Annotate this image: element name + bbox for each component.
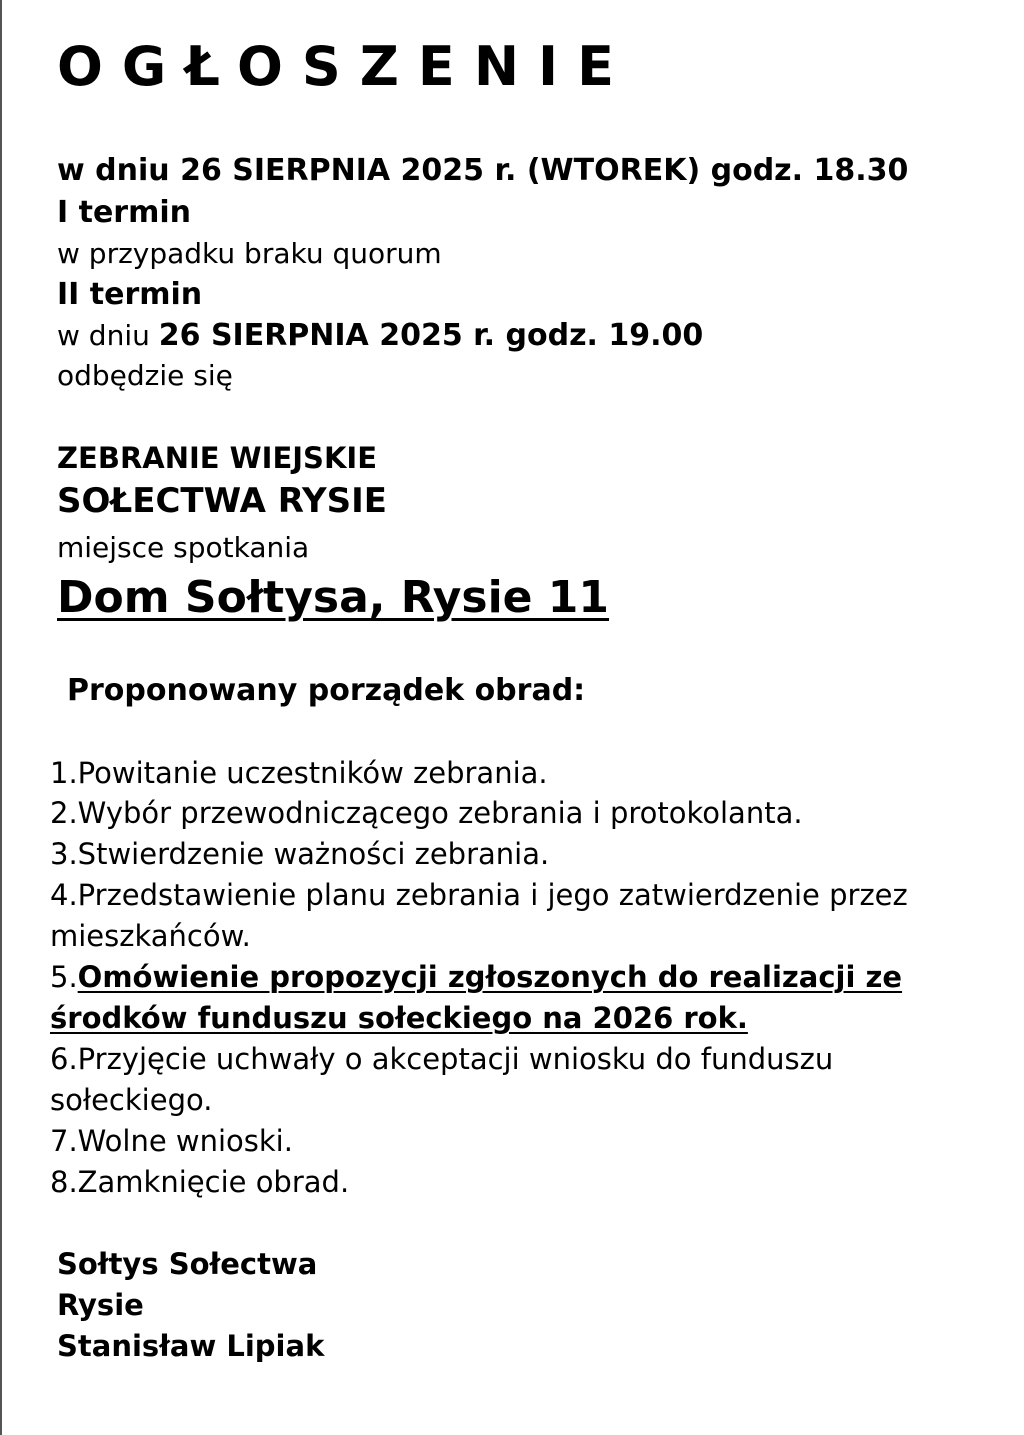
announcement-title: OGŁOSZENIE: [57, 35, 633, 98]
agenda-item-1: 1.Powitanie uczestników zebrania.: [50, 756, 548, 790]
meeting-title-line2: SOŁECTWA RYSIE: [57, 481, 388, 521]
second-term-date: 26 SIERPNIA 2025 r. godz. 19.00: [158, 318, 704, 353]
takes-place-text: odbędzie się: [57, 359, 233, 392]
agenda-item-4-line1: 4.Przedstawienie planu zebrania i jego zatwierdzenie przez: [50, 878, 908, 912]
meeting-place: Dom Sołtysa, Rysie 11: [57, 572, 610, 623]
no-quorum-text: w przypadku braku quorum: [57, 237, 442, 270]
second-term-prefix: w dniu: [57, 319, 159, 352]
first-term-date: w dniu 26 SIERPNIA 2025 r. (WTOREK) godz. 18.30: [57, 153, 909, 188]
place-label: miejsce spotkania: [57, 531, 310, 564]
agenda-heading: Proponowany porządek obrad:: [67, 673, 586, 708]
signature-line1: Sołtys Sołectwa: [57, 1247, 318, 1281]
agenda-item-5-line2: środków funduszu sołeckiego na 2026 rok.: [50, 1001, 748, 1035]
agenda-item-5-line1: [50, 960, 903, 994]
second-term-label: II termin: [57, 277, 203, 312]
agenda-item-8: 8.Zamknięcie obrad.: [50, 1165, 350, 1199]
first-term-label: I termin: [57, 195, 191, 230]
agenda-item-6-line2: sołeckiego.: [50, 1083, 213, 1117]
agenda-item-5-number: 5.: [50, 960, 78, 994]
signature-line2: Rysie: [57, 1288, 144, 1322]
agenda-item-2: 2.Wybór przewodniczącego zebrania i protokolanta.: [50, 796, 803, 830]
second-term-line: [57, 318, 704, 353]
agenda-item-5-text: Omówienie propozycji zgłoszonych do realizacji ze: [77, 960, 903, 994]
page-left-edge: [0, 0, 2, 1435]
meeting-title-line1: ZEBRANIE WIEJSKIE: [57, 441, 378, 475]
agenda-item-3: 3.Stwierdzenie ważności zebrania.: [50, 837, 550, 871]
agenda-item-6-line1: 6.Przyjęcie uchwały o akceptacji wniosku do funduszu: [50, 1042, 834, 1076]
agenda-item-4-line2: mieszkańców.: [50, 919, 251, 953]
agenda-item-7: 7.Wolne wnioski.: [50, 1124, 293, 1158]
signature-name: Stanisław Lipiak: [57, 1329, 325, 1363]
